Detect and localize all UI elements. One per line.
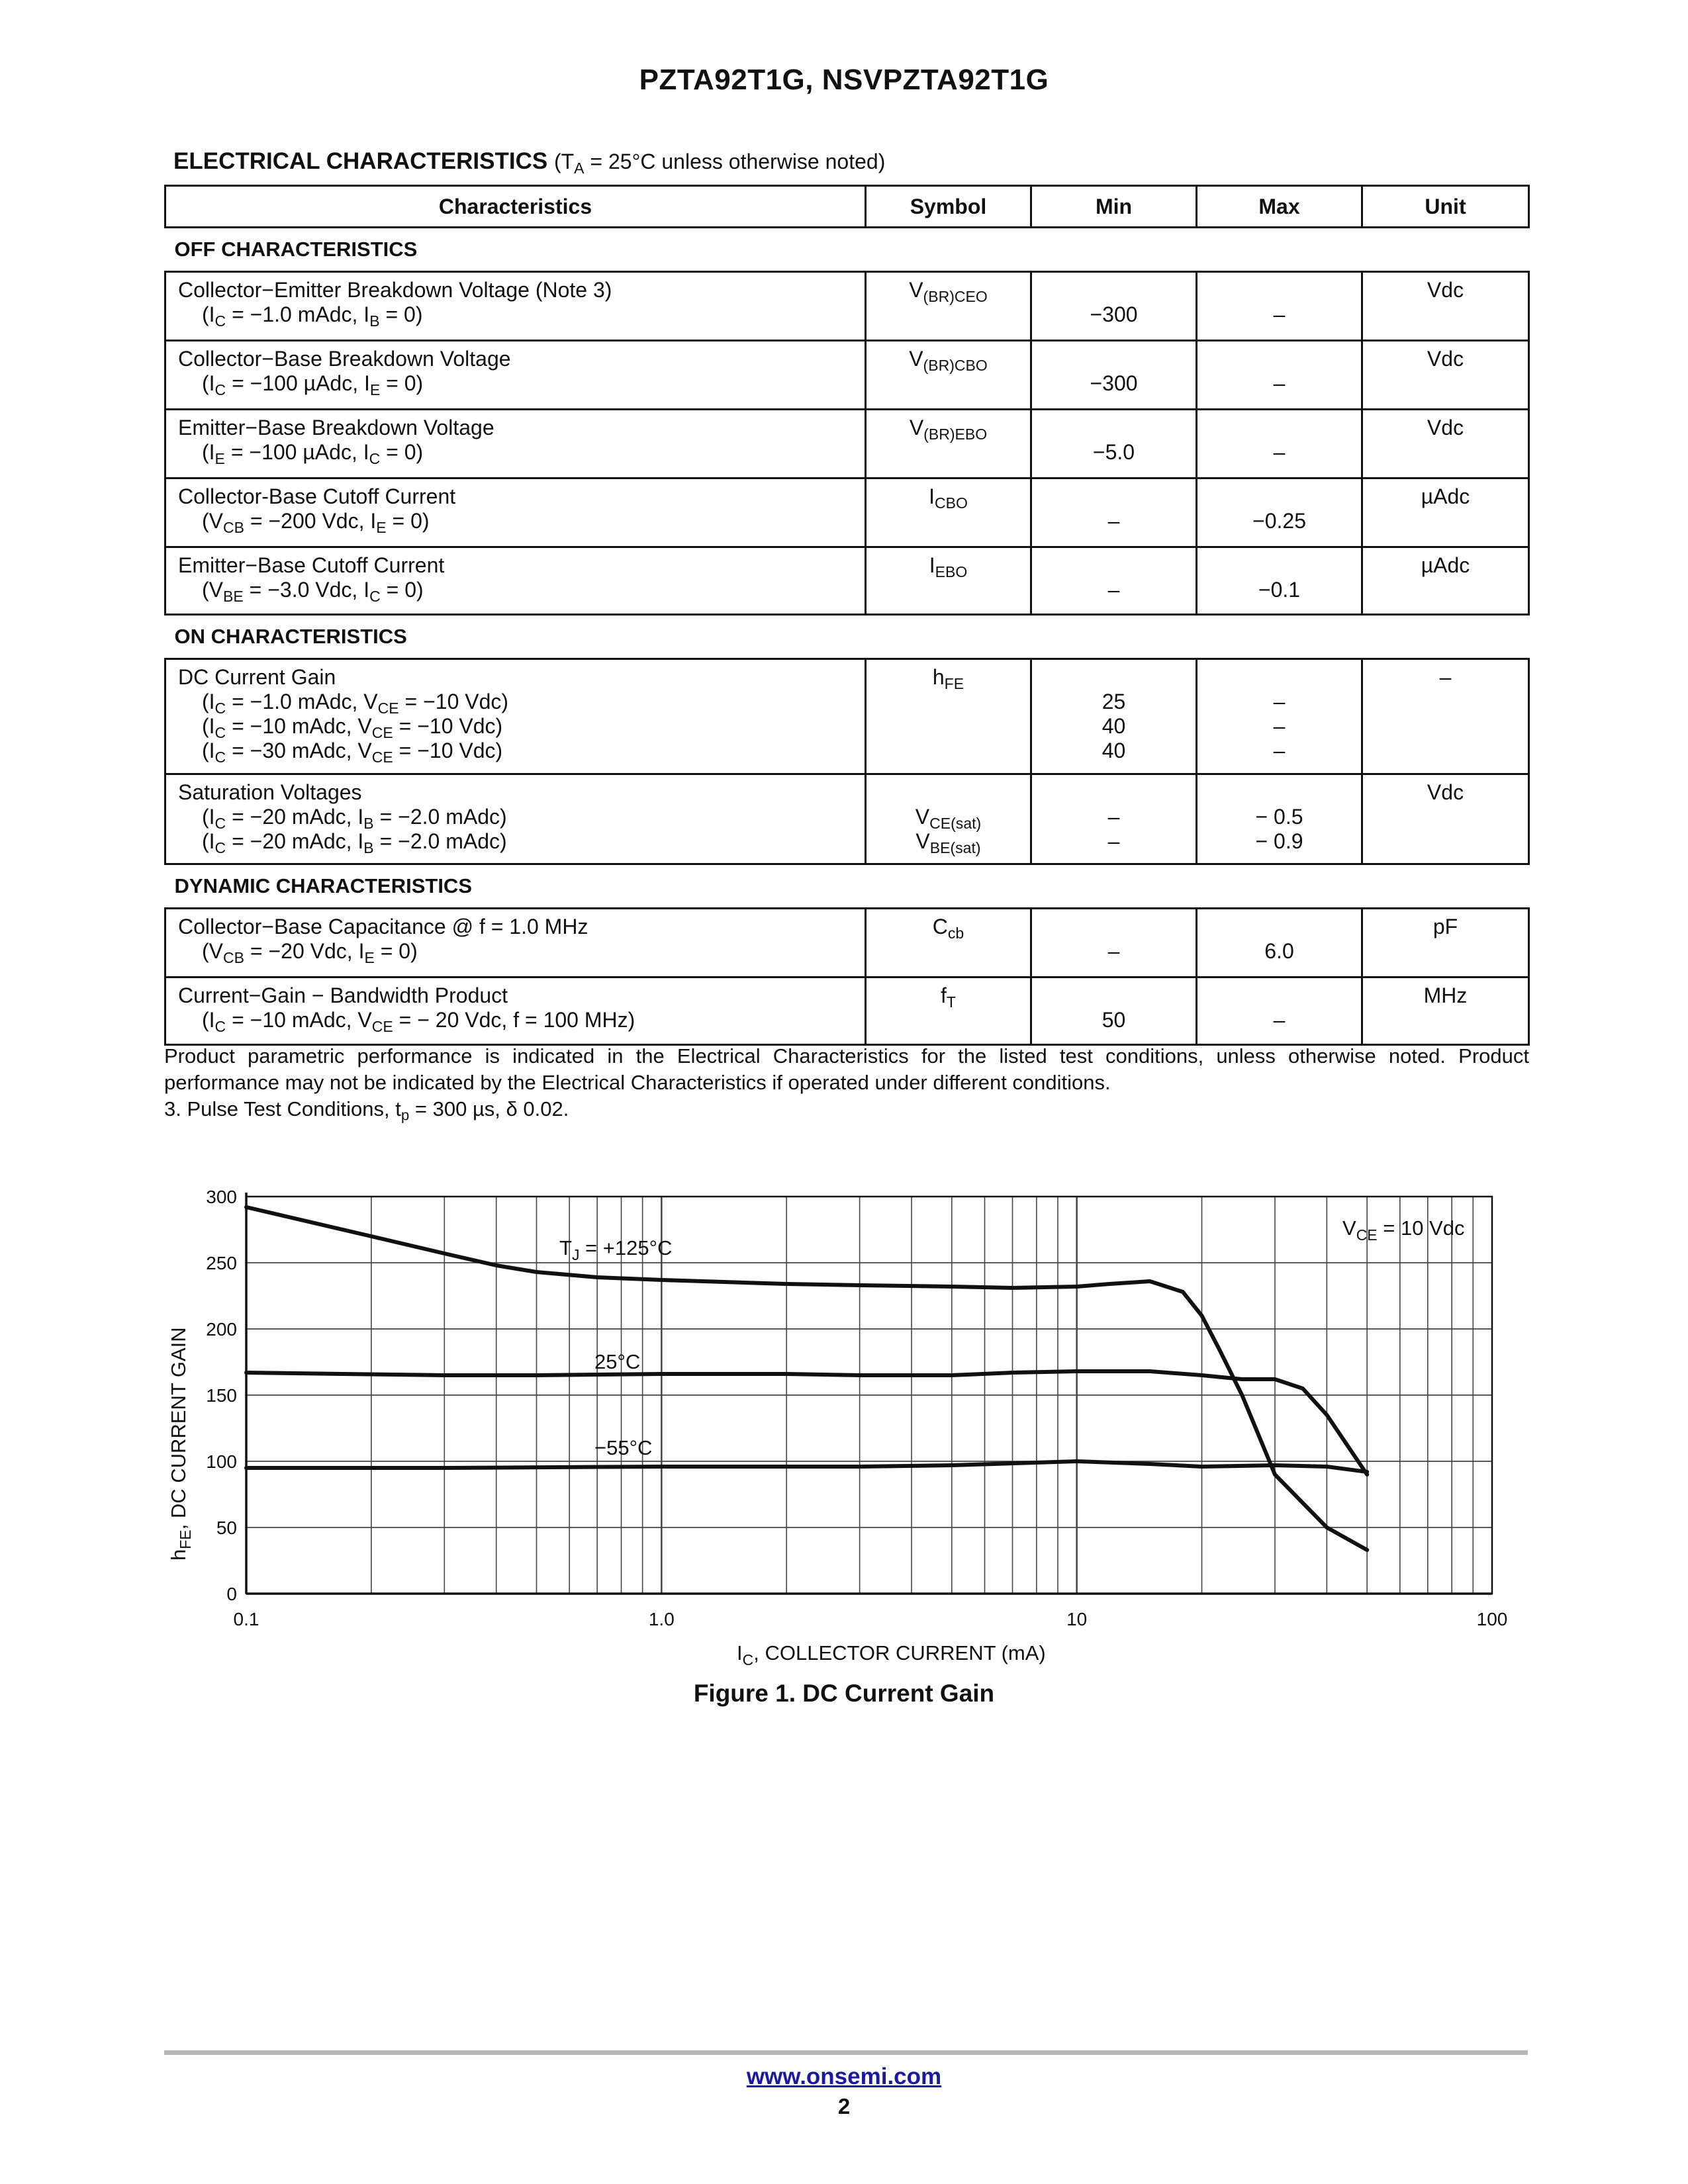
table-row xyxy=(165,272,1529,341)
group-on: ON CHARACTERISTICS xyxy=(165,615,1529,659)
y-tick-label: 150 xyxy=(206,1385,237,1406)
x-tick-label: 1.0 xyxy=(648,1609,675,1629)
y-tick-label: 0 xyxy=(226,1584,237,1604)
symbol-ccb: $C_{cb}$ xyxy=(866,909,1031,978)
header-max: Max xyxy=(1197,186,1362,228)
table-row xyxy=(165,659,1529,774)
section-title xyxy=(173,148,885,175)
char-ft: Current−Gain − Bandwidth Product ($I_C = -10$ mAdc, $V_{CE}$ = − 20 Vdc, f = 100 MHz) xyxy=(165,978,866,1045)
header-unit: Unit xyxy=(1362,186,1529,228)
max-icbo: −0.25 xyxy=(1197,478,1362,547)
table-row xyxy=(165,774,1529,864)
max-ft: – xyxy=(1197,978,1362,1045)
section-label: ELECTRICAL CHARACTERISTICS xyxy=(173,148,548,174)
char-bvcbo: Collector−Base Breakdown Voltage ($I_C = -100$ µAdc, $I_E = 0$) xyxy=(165,341,866,410)
figure-caption: Figure 1. DC Current Gain xyxy=(693,1680,995,1707)
y-tick-label: 250 xyxy=(206,1253,237,1273)
unit-iebo: µAdc xyxy=(1362,547,1529,615)
table-row xyxy=(165,341,1529,410)
max-bvcbo: – xyxy=(1197,341,1362,410)
electrical-characteristics-table xyxy=(164,185,1530,1046)
char-hfe: DC Current Gain ($I_C = -1.0$ mAdc, $V_{CE} = -10$ Vdc) ($I_C = -10$ mAdc, $V_{CE} = -10$ Vdc) ($I_C = -30$ mAdc, $V_{CE} = -10$ Vdc) xyxy=(165,659,866,774)
min-ccb: – xyxy=(1031,909,1197,978)
table-row xyxy=(165,478,1529,547)
y-tick-label: 100 xyxy=(206,1451,237,1472)
y-tick-label: 50 xyxy=(216,1518,237,1538)
symbol-icbo: $I_{CBO}$ xyxy=(866,478,1031,547)
parametric-note: Product parametric performance is indicated in the Electrical Characteristics for the listed test conditions, unless otherwise noted. Product performance may not be indicated by the Electrical Characteristics if operated under different conditions. xyxy=(164,1044,1529,1094)
group-off: OFF CHARACTERISTICS xyxy=(165,228,1529,272)
x-axis-label: $I_C$, COLLECTOR CURRENT (mA) xyxy=(737,1641,1046,1668)
table-row xyxy=(165,410,1529,478)
y-axis-label: $h_{FE}$, DC CURRENT GAIN xyxy=(167,1327,194,1561)
char-bvebo: Emitter−Base Breakdown Voltage ($I_E = -100$ µAdc, $I_C = 0$) xyxy=(165,410,866,478)
table-row xyxy=(165,978,1529,1045)
max-iebo: −0.1 xyxy=(1197,547,1362,615)
unit-icbo: µAdc xyxy=(1362,478,1529,547)
series-label-3: −55°C xyxy=(594,1436,653,1459)
symbol-bvcbo: $V_{(BR)CBO}$ xyxy=(866,341,1031,410)
unit-bvebo: Vdc xyxy=(1362,410,1529,478)
symbol-hfe: $h_{FE}$ xyxy=(866,659,1031,774)
symbol-sat: $V_{CE(sat)}$ $V_{BE(sat)}$ xyxy=(866,774,1031,864)
min-icbo: – xyxy=(1031,478,1197,547)
max-bvceo: – xyxy=(1197,272,1362,341)
max-ccb: 6.0 xyxy=(1197,909,1362,978)
unit-sat: Vdc xyxy=(1362,774,1529,864)
min-hfe: 25 40 40 xyxy=(1031,659,1197,774)
max-hfe: – – – xyxy=(1197,659,1362,774)
series-label-1: $T_J = +125^\circ C$ xyxy=(559,1236,673,1263)
min-bvebo: −5.0 xyxy=(1031,410,1197,478)
page-number: 2 xyxy=(837,2094,851,2118)
char-sat: Saturation Voltages ($I_C = -20$ mAdc, $I_B = -2.0$ mAdc) ($I_C = -20$ mAdc, $I_B = -2.0$ mAdc) xyxy=(165,774,866,864)
min-bvceo: −300 xyxy=(1031,272,1197,341)
x-tick-label: 0.1 xyxy=(233,1609,259,1629)
char-icbo: Collector-Base Cutoff Current ($V_{CB} = -200$ Vdc, $I_E = 0$) xyxy=(165,478,866,547)
min-iebo: – xyxy=(1031,547,1197,615)
unit-bvcbo: Vdc xyxy=(1362,341,1529,410)
x-tick-label: 100 xyxy=(1476,1609,1508,1629)
footer-rule xyxy=(164,2050,1528,2055)
unit-ft: MHz xyxy=(1362,978,1529,1045)
table-row xyxy=(165,909,1529,978)
min-ft: 50 xyxy=(1031,978,1197,1045)
series-label-2: 25°C xyxy=(594,1350,641,1373)
series-line-3 xyxy=(246,1461,1367,1472)
website-link[interactable]: www.onsemi.com xyxy=(746,2064,942,2089)
max-sat: − 0.5 − 0.9 xyxy=(1197,774,1362,864)
unit-hfe: – xyxy=(1362,659,1529,774)
unit-ccb: pF xyxy=(1362,909,1529,978)
max-bvebo: – xyxy=(1197,410,1362,478)
symbol-ft: $f_T$ xyxy=(866,978,1031,1045)
header-min: Min xyxy=(1031,186,1197,228)
unit-bvceo: Vdc xyxy=(1362,272,1529,341)
char-iebo: Emitter−Base Cutoff Current ($V_{BE} = -3.0$ Vdc, $I_C = 0$) xyxy=(165,547,866,615)
char-ccb: Collector−Base Capacitance @ f = 1.0 MHz ($V_{CB} = -20$ Vdc, $I_E = 0$) xyxy=(165,909,866,978)
y-tick-label: 300 xyxy=(206,1187,237,1207)
series-line-2 xyxy=(246,1371,1367,1475)
symbol-iebo: $I_{EBO}$ xyxy=(866,547,1031,615)
min-bvcbo: −300 xyxy=(1031,341,1197,410)
table-header-row xyxy=(165,186,1529,228)
note-3: 3. Pulse Test Conditions, $t_p = 300$ µs, δ 0.02. xyxy=(164,1097,569,1124)
notes xyxy=(164,1043,1529,1122)
char-bvceo: Collector−Emitter Breakdown Voltage (Note 3) ($I_C = -1.0$ mAdc, $I_B = 0$) xyxy=(165,272,866,341)
vce-condition-label: $V_{CE} = 10$ Vdc xyxy=(1342,1216,1465,1244)
section-condition: ($T_A = 25^\circ C$ unless otherwise noted) xyxy=(553,150,886,177)
symbol-bvceo: $V_{(BR)CEO}$ xyxy=(866,272,1031,341)
table-row xyxy=(165,547,1529,615)
y-tick-label: 200 xyxy=(206,1319,237,1340)
series-line-1 xyxy=(246,1207,1367,1550)
header-characteristics: Characteristics xyxy=(165,186,866,228)
symbol-bvebo: $V_{(BR)EBO}$ xyxy=(866,410,1031,478)
dc-current-gain-chart xyxy=(0,1165,1688,1668)
group-dynamic: DYNAMIC CHARACTERISTICS xyxy=(165,864,1529,909)
min-sat: – – xyxy=(1031,774,1197,864)
header-symbol: Symbol xyxy=(866,186,1031,228)
page-title: PZTA92T1G, NSVPZTA92T1G xyxy=(639,64,1049,96)
x-tick-label: 10 xyxy=(1066,1609,1088,1629)
